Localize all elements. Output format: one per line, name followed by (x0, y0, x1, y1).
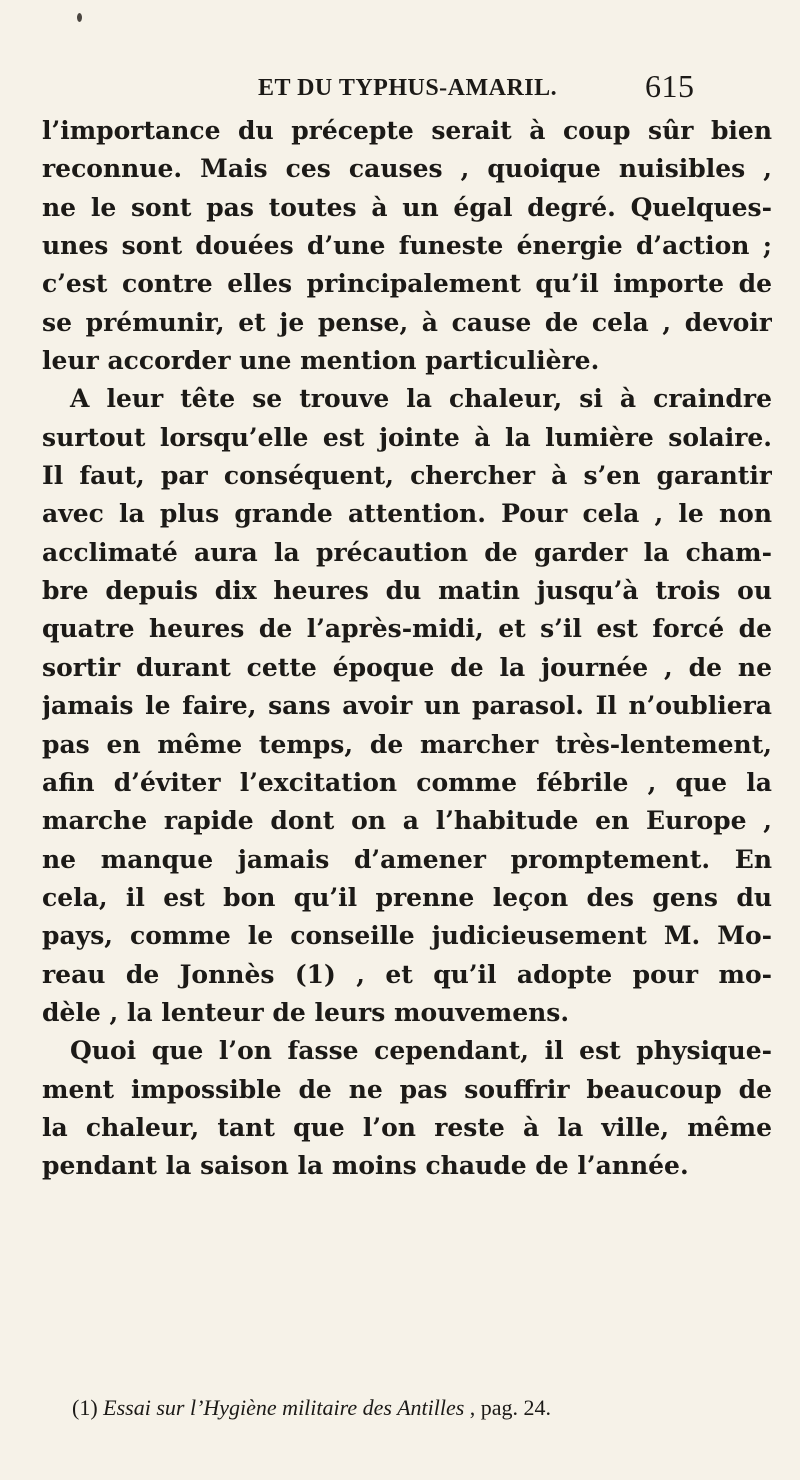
ink-spot (77, 13, 82, 22)
text-line: sortir durant cette époque de la journée , de ne (42, 652, 772, 682)
text-line: acclimaté aura la précaution de garder la cham- (42, 537, 772, 567)
text-line: jamais le faire, sans avoir un parasol. Il n’oubliera (42, 691, 772, 721)
text-line: ne manque jamais d’amener promptement. En (42, 844, 772, 874)
text-line: c’est contre elles principalement qu’il importe de (42, 269, 772, 299)
text-line: bre depuis dix heures du matin jusqu’à trois ou (42, 576, 772, 606)
text-line: pays, comme le conseille judicieusement M. Mo- (42, 921, 772, 951)
running-title: ET DU TYPHUS-AMARIL. (258, 75, 558, 101)
text-line: la chaleur, tant que l’on reste à la ville, même (42, 1112, 772, 1142)
text-line: l’importance du précepte serait à coup sûr bien (42, 116, 772, 145)
text-line: marche rapide dont on a l’habitude en Europe , (42, 806, 772, 836)
body-text (42, 112, 772, 1186)
text-line: ne le sont pas toutes à un égal degré. Quelques- (42, 192, 772, 222)
paragraph-start-line: Quoi que l’on fasse cependant, il est physique- (70, 1036, 772, 1066)
text-line: cela, il est bon qu’il prenne leçon des gens du (42, 882, 772, 912)
paragraph-end-line: dèle , la lenteur de leurs mouvemens. (42, 997, 570, 1027)
text-line: se prémunir, et je pense, à cause de cela , devoir (42, 307, 772, 337)
footnote-marker: (1) (72, 1395, 98, 1420)
text-line: avec la plus grande attention. Pour cela , le non (42, 499, 772, 529)
footnote-page-reference: , pag. 24. (469, 1395, 552, 1420)
text-line: reau de Jonnès (1) , et qu’il adopte pour mo- (42, 959, 772, 989)
footnote (72, 1395, 551, 1421)
text-line: quatre heures de l’après-midi, et s’il est forcé de (42, 614, 772, 644)
text-line: Il faut, par conséquent, chercher à s’en garantir (42, 461, 772, 491)
text-line: afin d’éviter l’excitation comme fébrile , que la (42, 767, 772, 797)
text-line: pas en même temps, de marcher très-lentement, (42, 729, 772, 759)
footnote-title: Essai sur l’Hygiène militaire des Antilles (103, 1395, 465, 1420)
text-line: reconnue. Mais ces causes , quoique nuisibles , (42, 154, 772, 184)
page-number: 615 (645, 68, 695, 104)
page-header (258, 68, 778, 108)
text-line: ment impossible de ne pas souffrir beaucoup de (42, 1074, 772, 1104)
paragraph-end-line: leur accorder une mention particulière. (42, 346, 600, 376)
paragraph-end-line: pendant la saison la moins chaude de l’année. (42, 1151, 689, 1181)
paragraph-start-line: A leur tête se trouve la chaleur, si à craindre (70, 384, 772, 414)
text-line: surtout lorsqu’elle est jointe à la lumière solaire. (42, 422, 772, 452)
text-line: unes sont douées d’une funeste énergie d’action ; (42, 231, 772, 261)
